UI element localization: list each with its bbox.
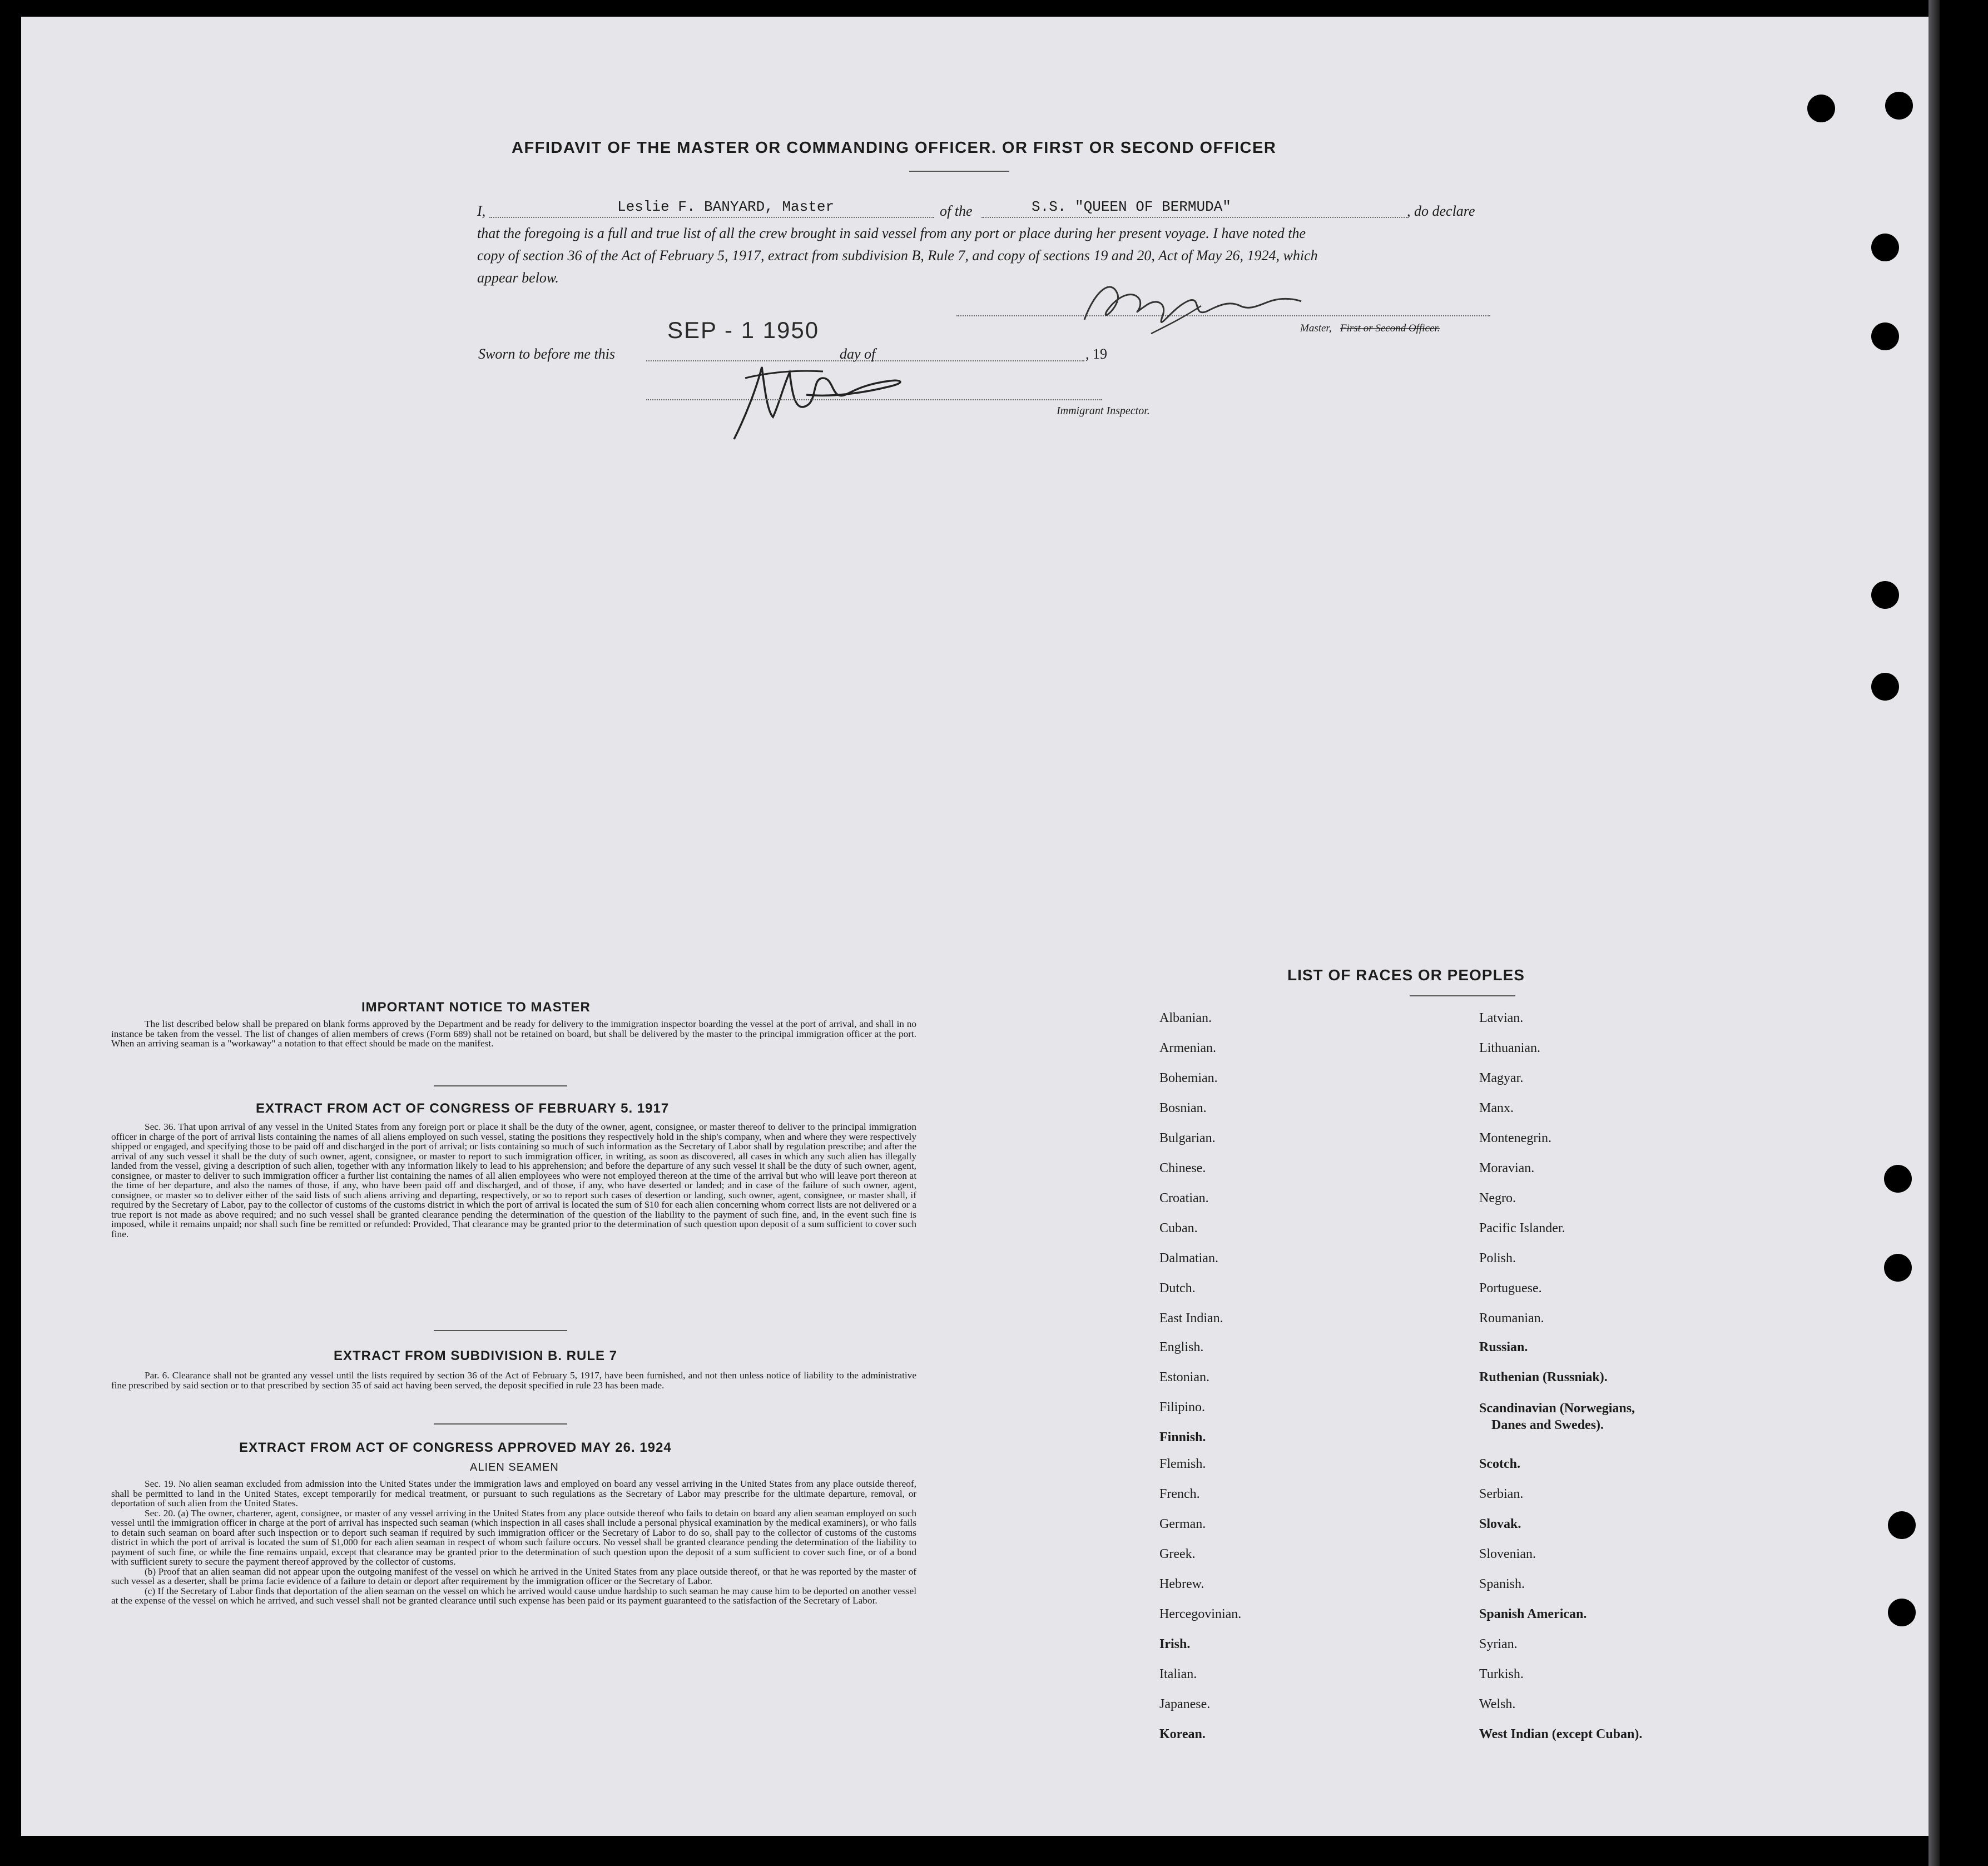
race-item: Russian. xyxy=(1479,1340,1528,1354)
races-divider xyxy=(1410,995,1515,996)
race-item: Bulgarian. xyxy=(1159,1131,1216,1145)
vessel-name: S.S. "QUEEN OF BERMUDA" xyxy=(1032,198,1231,215)
extract-1924-body xyxy=(111,1479,916,1606)
race-item: Hebrew. xyxy=(1159,1577,1204,1591)
sec36-text: Sec. 36. That upon arrival of any vessel in the United States from any foreign port or place it shall be the duty of the owner, agent, consignee, or master thereof to deliver to the principal immigration officer in charge of the port of arrival lists containing the names of all aliens employed on such vessel, stating the positions they respectively hold in the ship's company, when and where they were respectively shipped or engaged, and specifying those to be paid off and discharged in the port of arrival; or lists containing so much of such information as the Secretary of Labor shall by regulation prescribe; and after the arrival of any such vessel it shall be the duty of such owner, agent, consignee, or master to report to such immigration officer, in writing, as soon as discovered, all cases in which any such alien has illegally landed from the vessel, giving a description of such alien, together with any information likely to lead to his apprehension; and before the departure of any such vessel it shall be the duty of such owner, agent, consignee, or master to deliver to such immigration officer a further list containing the names of all alien employees who were not employed thereon at the time of the arrival but who will leave port thereon at the time of her departure, and also the names of those, if any, who have been paid off and discharged, and of those, if any, who have deserted or landed; and in case of the failure of such owner, agent, consignee, or master so to deliver either of the said lists of such aliens arriving and departing, respectively, or so to report such cases of desertion or landing, such owner, agent, consignee, or master shall, if required by the Secretary of Labor, pay to the collector of customs of the customs district in which the port of arrival is located the sum of $10 for each alien concerning whom correct lists are not delivered or a true report is not made as above required; and no such vessel shall be granted clearance pending the determination of the question of the liability to the payment of such fine, and, in the event such fine is imposed, while it remains unpaid; nor shall such fine be remitted or refunded: Provided, That clearance may be granted prior to the determination of such question upon deposit of a sum sufficient to cover such fine. xyxy=(111,1121,916,1239)
signature-role-struck: First or Second Officer. xyxy=(1340,322,1440,334)
race-item: Negro. xyxy=(1479,1191,1516,1205)
race-item: Korean. xyxy=(1159,1727,1206,1741)
binder-hole xyxy=(1871,322,1899,350)
month-blank xyxy=(884,360,1084,361)
race-item: French. xyxy=(1159,1487,1200,1501)
race-item: Dalmatian. xyxy=(1159,1251,1218,1265)
inspector-signature-line xyxy=(646,399,1102,400)
extract-1917-body xyxy=(111,1122,916,1239)
sec20c-text: (c) If the Secretary of Labor finds that deportation of the alien seaman on the vessel on which he arrived would cause undue hardship to such seaman he may cause him to be deported on another vessel at the expense of the vessel on which he arrived, and such vessel shall not be granted clearance until such expense has been paid or its payment guaranteed to the satisfaction of the Secretary of Labor. xyxy=(111,1585,916,1606)
race-item: Portuguese. xyxy=(1479,1281,1542,1296)
race-item: West Indian (except Cuban). xyxy=(1479,1727,1643,1741)
race-item: Bosnian. xyxy=(1159,1101,1207,1115)
race-item: Magyar. xyxy=(1479,1071,1524,1085)
binder-hole xyxy=(1884,1254,1912,1282)
race-item: Dutch. xyxy=(1159,1281,1196,1296)
race-item: Flemish. xyxy=(1159,1457,1206,1471)
divider xyxy=(434,1085,567,1086)
scan-edge xyxy=(1928,0,1940,1866)
race-item: Armenian. xyxy=(1159,1041,1216,1055)
day-of-label: day of xyxy=(840,346,876,362)
binder-hole xyxy=(1884,1165,1912,1193)
affidavit-title: AFFIDAVIT OF THE MASTER OR COMMANDING OFFICER. OR FIRST OR SECOND OFFICER xyxy=(512,139,1277,157)
race-item: Japanese. xyxy=(1159,1697,1211,1711)
race-item: Cuban. xyxy=(1159,1221,1198,1235)
affidavit-line-3: copy of section 36 of the Act of February 5, 1917, extract from subdivision B, Rule 7, and copy of sections 19 and 20, Act of May 26, 1924, which xyxy=(477,247,1318,264)
race-item: Irish. xyxy=(1159,1637,1191,1651)
divider xyxy=(434,1330,567,1331)
race-item: Bohemian. xyxy=(1159,1071,1218,1085)
race-item: Welsh. xyxy=(1479,1697,1516,1711)
sec20b-text: (b) Proof that an alien seaman did not appear upon the outgoing manifest of the vessel on which he arrived in the United States from any place outside thereof, or that he was reported by the master of such vessel as a deserter, shall be prima facie evidence of a failure to detain or deport after requirement by the immigration officer or the Secretary of Labor. xyxy=(111,1566,916,1586)
rule7-body xyxy=(111,1371,916,1390)
notice-text: The list described below shall be prepared on blank forms approved by the Department and be ready for delivery to the immigration inspector boarding the vessel at the port of arrival, and shall in no instance be taken from the vessel. The list of changes of alien members of crews (Form 689) shall not be retained on board, but shall be delivered by the master to the principal immigration officer at the port. When an arriving seaman is a "workaway" a notation to that effect should be made on the manifest. xyxy=(111,1019,916,1049)
do-declare-label: , do declare xyxy=(1407,203,1475,219)
extract-1917-title: EXTRACT FROM ACT OF CONGRESS OF FEBRUARY 5. 1917 xyxy=(256,1101,670,1116)
sec20a-text: Sec. 20. (a) The owner, charterer, agent, consignee, or master of any vessel arriving in the United States from any place outside thereof who fails to detain on board any alien seaman employed on such vessel until the immigration officer in charge at the port of arrival has inspected such seaman (which inspection in all cases shall include a personal physical examination by the medical examiners), or who fails to detain such seaman on board after such inspection or to deport such seaman if required by such immigration officer or the Secretary of Labor to do so, shall pay to the collector of customs of the customs district in which the port of arrival is located the sum of $1,000 for each alien seaman in respect of whom such failure occurs. No vessel shall be granted clearance pending the determination of the liability to payment of such fine, or while the fine remains unpaid, except that clearance may be granted prior to the determination of such question upon the deposit of a sum sufficient to cover such fine, or of a bond with sufficient surety to secure the payment thereof approved by the collector of customs. xyxy=(111,1507,916,1567)
race-item: Manx. xyxy=(1479,1101,1514,1115)
race-item: Ruthenian (Russniak). xyxy=(1479,1370,1608,1384)
notice-body xyxy=(111,1019,916,1049)
stamp-date: SEP - 1 1950 xyxy=(667,317,820,343)
race-item: Lithuanian. xyxy=(1479,1041,1540,1055)
vessel-blank xyxy=(981,217,1407,218)
inspector-label: Immigrant Inspector. xyxy=(1057,405,1150,417)
binder-hole xyxy=(1885,92,1913,120)
race-item: Croatian. xyxy=(1159,1191,1209,1205)
race-item: Slovak. xyxy=(1479,1517,1521,1531)
race-item: Spanish American. xyxy=(1479,1607,1587,1621)
race-item: Latvian. xyxy=(1479,1011,1524,1025)
year-label: , 19 xyxy=(1085,346,1107,362)
race-item: Estonian. xyxy=(1159,1370,1209,1384)
races-title: LIST OF RACES OR PEOPLES xyxy=(1287,966,1525,984)
race-item: Scotch. xyxy=(1479,1457,1520,1471)
race-item: Danes and Swedes). xyxy=(1491,1418,1604,1432)
race-item: Scandinavian (Norwegians, xyxy=(1479,1401,1635,1416)
divider xyxy=(434,1423,567,1425)
binder-hole xyxy=(1888,1511,1916,1539)
race-item: German. xyxy=(1159,1517,1206,1531)
race-item: Serbian. xyxy=(1479,1487,1524,1501)
sec19-text: Sec. 19. No alien seaman excluded from admission into the United States under the immigration laws and employed on board any vessel arriving in the United States from any place outside thereof, shall be permitted to land in the United States, except temporarily for medical treatment, or pursuant to such regulations as the Secretary of Labor may prescribe for the ultimate departure, removal, or deportation of such alien from the United States. xyxy=(111,1478,916,1508)
notice-title: IMPORTANT NOTICE TO MASTER xyxy=(361,1000,591,1015)
binder-hole xyxy=(1871,673,1899,701)
affidavit-line-2: that the foregoing is a full and true list of all the crew brought in said vessel from any port or place during her present voyage. I have noted the xyxy=(477,225,1306,241)
race-item: Roumanian. xyxy=(1479,1311,1544,1326)
par6-text: Par. 6. Clearance shall not be granted any vessel until the lists required by section 36 of the Act of February 5, 1917, have been furnished, and not then unless notice of liability to the administrative fine prescribed by said section or to that prescribed by section 35 of said act having been served, the deposit specified in rule 23 has been made. xyxy=(111,1370,916,1391)
race-item: Italian. xyxy=(1159,1667,1197,1681)
race-item: Albanian. xyxy=(1159,1011,1212,1025)
race-item: Hercegovinian. xyxy=(1159,1607,1242,1621)
inspector-signature xyxy=(723,356,912,445)
race-item: Spanish. xyxy=(1479,1577,1525,1591)
title-divider xyxy=(909,171,1009,172)
affidavit-line-4: appear below. xyxy=(477,270,559,286)
race-item: Greek. xyxy=(1159,1547,1196,1561)
master-name-blank xyxy=(489,217,934,218)
binder-hole xyxy=(1871,234,1899,261)
master-name: Leslie F. BANYARD, Master xyxy=(617,198,835,215)
race-item: East Indian. xyxy=(1159,1311,1223,1326)
race-item: Syrian. xyxy=(1479,1637,1518,1651)
alien-seamen-subtitle: ALIEN SEAMEN xyxy=(470,1461,559,1473)
race-item: Pacific Islander. xyxy=(1479,1221,1565,1235)
binder-hole xyxy=(1888,1599,1916,1626)
sworn-label: Sworn to before me this xyxy=(478,346,616,362)
race-item: Filipino. xyxy=(1159,1400,1206,1415)
race-item: Turkish. xyxy=(1479,1667,1524,1681)
race-item: Finnish. xyxy=(1159,1430,1206,1445)
extract-1924-title: EXTRACT FROM ACT OF CONGRESS APPROVED MAY 26. 1924 xyxy=(239,1440,672,1455)
race-item: Slovenian. xyxy=(1479,1547,1536,1561)
signature-role-master: Master, xyxy=(1300,322,1332,334)
race-item: Polish. xyxy=(1479,1251,1516,1265)
race-item: English. xyxy=(1159,1340,1204,1354)
binder-hole xyxy=(1807,95,1835,122)
master-signature xyxy=(1073,272,1307,345)
race-item: Montenegrin. xyxy=(1479,1131,1551,1145)
binder-hole xyxy=(1871,581,1899,609)
race-item: Moravian. xyxy=(1479,1161,1535,1175)
i-label: I, xyxy=(477,203,486,219)
race-item: Chinese. xyxy=(1159,1161,1206,1175)
of-the-label: of the xyxy=(940,203,973,219)
rule7-title: EXTRACT FROM SUBDIVISION B. RULE 7 xyxy=(334,1348,618,1363)
